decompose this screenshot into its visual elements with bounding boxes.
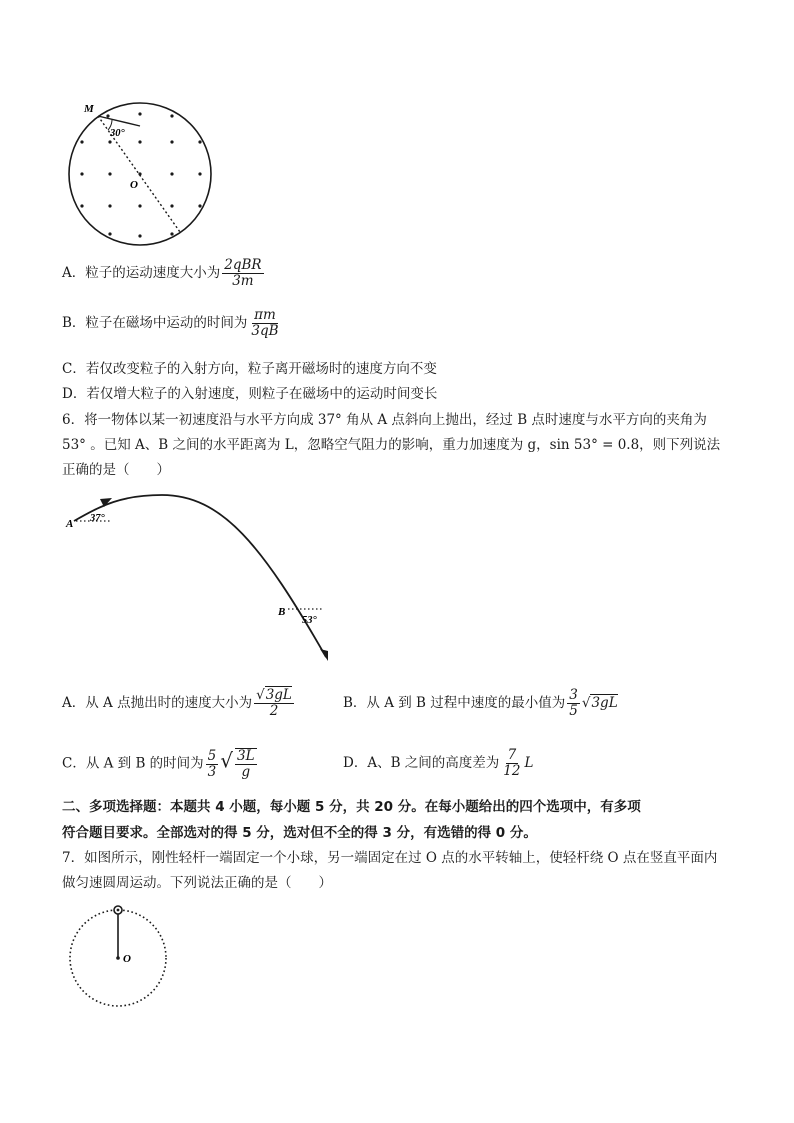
fraction: $\frac{5}{3}$ — [207, 747, 217, 780]
label-M: M — [84, 103, 94, 115]
q6-stem-line1: 6．将一物体以某一初速度沿与水平方向成 37° 角从 A 点斜向上抛出，经过 B 点时速度与水平方向的夹角为 — [62, 412, 707, 428]
fraction: $\frac{√3gL}{2}$ — [256, 687, 292, 719]
label-B: B — [278, 606, 286, 618]
q7-stem-line1: 7．如图所示，刚性轻杆一端固定一个小球，另一端固定在过 O 点的水平转轴上，使轻杆绕 O 点在竖直平面内 — [62, 850, 718, 866]
fraction: $\frac{\pi m}{3qB}$ — [251, 307, 279, 339]
ball-center — [117, 909, 120, 912]
fraction: $\frac{7}{12}$ — [503, 747, 521, 779]
radical-fraction: $\frac{3L}{g}$ — [237, 748, 255, 780]
label-angle-37: 37° — [90, 513, 105, 524]
section2-heading-line1: 二、多项选择题：本题共 4 小题，每小题 5 分，共 20 分。在每小题给出的四个选项中，有多项 — [62, 799, 641, 815]
q5-option-d: D．若仅增大粒子的入射速度，则粒子在磁场中的运动时间变长 — [62, 386, 438, 402]
label-angle-30: 30° — [110, 128, 125, 139]
label-angle-53: 53° — [302, 615, 317, 626]
fraction: $\frac{3}{5}$ — [569, 687, 578, 719]
q5-option-a: A．粒子的运动速度大小为 $\frac{\text{2qBR}}{3m}$ — [62, 257, 262, 289]
label-A: A — [66, 518, 74, 530]
label-O: O — [123, 953, 131, 965]
fraction: $\frac{\text{2qBR}}{3m}$ — [224, 257, 262, 289]
q6-stem-line3: 正确的是（ ） — [62, 462, 170, 478]
q6-stem-line2: 53° 。已知 A、B 之间的水平距离为 L，忽略空气阻力的影响，重力加速度为 g，sin 53° = 0.8，则下列说法 — [62, 437, 721, 453]
end-arrow-head — [320, 649, 328, 661]
q6-option-a: A．从 A 点抛出时的速度大小为 $\frac{√3gL}{2}$ — [62, 687, 292, 719]
circular-motion-figure — [62, 900, 182, 1012]
pivot-point — [116, 956, 120, 960]
label-O: O — [130, 179, 138, 191]
q7-stem-line2: 做匀速圆周运动。下列说法正确的是（ ） — [62, 875, 332, 891]
q6-option-c: C．从 A 到 B 的时间为 $\frac{5}{3}$ √ $\frac{3L}{g}$ — [62, 747, 255, 780]
projectile-figure — [62, 485, 342, 665]
trajectory-curve — [74, 495, 326, 657]
q5-option-c: C．若仅改变粒子的入射方向，粒子离开磁场时的速度方向不变 — [62, 361, 437, 377]
q6-option-d: D．A、B 之间的高度差为 $\frac{7}{12}$ L — [343, 747, 534, 779]
q5-option-b: B．粒子在磁场中运动的时间为 $\frac{\pi m}{3qB}$ — [62, 307, 279, 339]
q6-option-b: B．从 A 到 B 过程中速度的最小值为 $\frac{3}{5}$ √3gL — [343, 687, 618, 719]
section2-heading-line2: 符合题目要求。全部选对的得 5 分，选对但不全的得 3 分，有选错的得 0 分。 — [62, 825, 537, 841]
magnetic-field-figure — [60, 96, 220, 256]
field-dots — [80, 112, 201, 237]
